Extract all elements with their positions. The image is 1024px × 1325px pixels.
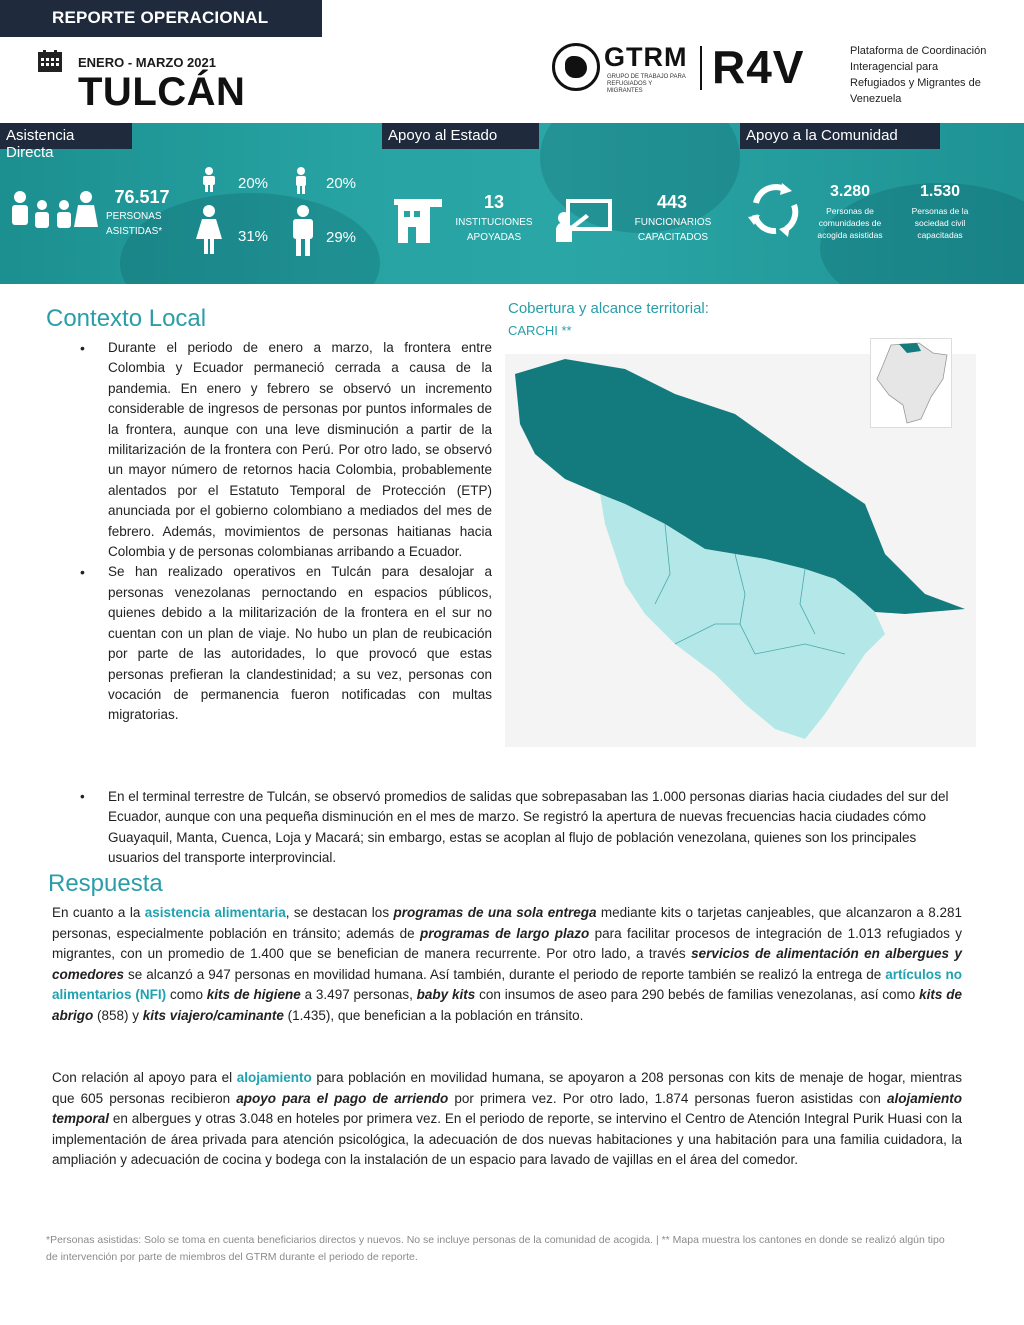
r4v-logo-text: R4V (712, 41, 805, 93)
comunidades-value: 3.280 (829, 183, 871, 200)
footnote: *Personas asistidas: Solo se toma en cuenta beneficiarios directos y nuevos. No se incluye personas de la comunidad de acogida. | ** Mapa muestra los cantones en donde se realizó algún tipo de intervención por parte de miembros del GTRM durante el periodo de reporte. (46, 1234, 945, 1263)
respuesta-paragraph-2 (52, 1068, 962, 1171)
contexto-title: Contexto Local (46, 305, 207, 332)
map-subtitle: CARCHI ** (508, 323, 572, 338)
man-percentage: 29% (326, 229, 357, 246)
ecuador-inset-map (870, 338, 952, 428)
text-run: para población en movilidad humana, se apoyaron a 208 personas con kits de menaje de hogar, mientras que 605 personas recibieron (52, 1070, 962, 1106)
girl-icon (292, 167, 310, 195)
personas-asistidas-caption: PERSONAS ASISTIDAS* (106, 211, 163, 237)
calendar-icon (38, 50, 62, 72)
comunidades-caption: Personas de comunidades de acogida asistidas (817, 206, 883, 240)
apoyo-estado-label: Apoyo al Estado (382, 123, 539, 149)
highlight-asistencia-alimentaria: asistencia alimentaria (144, 905, 286, 920)
text-run: (1.435), que benefician a la población en tránsito. (283, 1007, 584, 1023)
sociedad-civil-value: 1.530 (919, 183, 961, 200)
logo-divider (700, 46, 702, 90)
asistencia-directa-label: Asistencia Directa (0, 123, 132, 149)
institution-building-icon (394, 189, 444, 243)
boy-icon (200, 167, 218, 193)
apoyo-comunidad-label: Apoyo a la Comunidad (740, 123, 940, 149)
r4v-logo-subtitle: Plataforma de Coordinación Interagencial para Refugiados y Migrantes de Venezuela (850, 45, 987, 105)
respuesta-title: Respuesta (48, 870, 163, 897)
map-title: Cobertura y alcance territorial: (508, 300, 709, 317)
instituciones-value: 13 (483, 192, 505, 212)
text-run: con insumos de aseo para 290 bebés de familias venezolanas, así como (475, 987, 920, 1003)
funcionarios-caption: FUNCIONARIOS CAPACITADOS (634, 217, 712, 243)
emphasis-text: kits de abrigo (52, 987, 962, 1023)
text-run: como (166, 987, 207, 1003)
text-run: En cuanto a la (52, 905, 145, 920)
emphasis-text: kits viajero/caminante (142, 1007, 284, 1023)
city-title: TULCÁN (78, 70, 246, 114)
text-run: , se destacan los (285, 905, 394, 920)
emphasis-text: servicios de alimentación en albergues y comedores (52, 946, 962, 982)
text-run: Con relación al apoyo para el (52, 1070, 237, 1085)
text-run: por primera vez. Por otro lado, 1.874 personas fueron asistidas con (448, 1090, 887, 1106)
text-run: mediante kits o tarjetas canjeables, que alcanzaron a 8.281 personas, especialmente población en tránsito; además de (52, 905, 963, 941)
stats-banner (0, 123, 1024, 284)
woman-icon (196, 205, 222, 255)
text-run: a 3.497 personas, (300, 987, 417, 1003)
text-run: para facilitar procesos de integración de 1.013 refugiados y migrantes, con un promedio de 1.400 que se benefician de manera recurrente. Por otro lado, a través (52, 925, 962, 962)
personas-asistidas-value: 76.517 (114, 187, 170, 207)
highlight-alojamiento: alojamiento (236, 1070, 312, 1085)
contexto-bullets-wide (80, 787, 964, 869)
emphasis-text: kits de higiene (206, 987, 301, 1003)
contexto-bullet: • Se han realizado operativos en Tulcán para desalojar a personas venezolanas pernoctando en espacios públicos, quienes debido a la militarización de la frontera en el sur no cuentan con un plan de viaje. No hubo un plan de reubicación por parte de las autoridades, lo que provocó que estas personas prefieran la clandestinidad; a su vez, personas con vocación de permanencia fueron notificadas con multas migratorias. (80, 562, 492, 725)
contexto-bullet: • Durante el periodo de enero a marzo, la frontera entre Colombia y Ecuador permaneció cerrada a causa de la pandemia. En enero y febrero se observó un incremento considerable de ingresos de personas por puntos informales de la frontera, aunque con una leve disminución a partir de la militarización de la frontera con Perú. Por otro lado, se observó un mayor número de retornos hacia Colombia, probablemente alentados por el Estatuto Temporal de Protección (ETP) anunciada por el gobierno colombiano a mediados del mes de febrero. Además, movimientos de personas haitianas hacia Colombia y de personas colombianas arribando a Ecuador. (80, 338, 492, 562)
instituciones-caption: INSTITUCIONES APOYADAS (455, 217, 533, 243)
partner-logos (552, 40, 992, 105)
text-run: en albergues y otras 3.048 en hoteles por primera vez. En el periodo de reporte, se intervino el Centro de Atención Integral Purik Huasi con la implementación de área privada para atención psicológica, la adecuación de dos nuevas habitaciones y una habitación para una familia cuidadora, la ampliación y adecuación de cocina y bodega con la instalación de un espacio para lavado de vajillas en el área del comedor. (52, 1111, 962, 1168)
highlight-nfi: artículos no alimentarios (NFI) (52, 966, 962, 1003)
sociedad-civil-caption: Personas de la sociedad civil capacitadas (911, 206, 969, 240)
training-board-icon (554, 198, 614, 242)
man-small-percentage: 20% (326, 175, 357, 192)
boy-percentage: 20% (238, 175, 269, 192)
report-label: REPORTE OPERACIONAL (0, 0, 322, 37)
gtrm-logo-subtitle: GRUPO DE TRABAJO PARA REFUGIADOS Y MIGRANTES (607, 74, 686, 94)
ecuador-globe-icon (552, 43, 600, 91)
emphasis-text: programas de largo plazo (419, 925, 590, 941)
family-icon (8, 189, 98, 239)
man-icon (288, 205, 318, 257)
woman-percentage: 31% (238, 228, 269, 245)
funcionarios-value: 443 (656, 192, 688, 212)
ecuador-inset-shape (871, 339, 951, 427)
emphasis-text: alojamiento temporal (52, 1090, 962, 1127)
text-run: se alcanzó a 947 personas en movilidad humana. Así también, durante el periodo de reporte también se realizó la entrega de (124, 966, 886, 982)
respuesta-paragraph-1 (52, 903, 962, 1027)
gtrm-logo-text: GTRM (604, 42, 688, 72)
contexto-bullet: • En el terminal terrestre de Tulcán, se observó promedios de salidas que sobrepasaban las 1.000 personas diarias hacia ciudades del sur del Ecuador, aunque con una pequeña disminución en el mes de marzo. Se registró la apertura de nuevas frecuencias hacia ciudades cómo Guayaquil, Manta, Cuenca, Loja y Macará; sin embargo, estas se acoplan al flujo de población venezolana, quienes son los principales usuarios del transporte interprovincial. (80, 787, 964, 869)
contexto-bullets (80, 338, 492, 726)
cycle-arrows-icon (746, 181, 804, 239)
emphasis-text: apoyo para el pago de arriendo (236, 1090, 449, 1106)
emphasis-text: baby kits (416, 987, 476, 1003)
text-run: (858) y (93, 1007, 143, 1023)
emphasis-text: programas de una sola entrega (393, 905, 597, 920)
report-period: ENERO - MARZO 2021 (78, 55, 216, 70)
